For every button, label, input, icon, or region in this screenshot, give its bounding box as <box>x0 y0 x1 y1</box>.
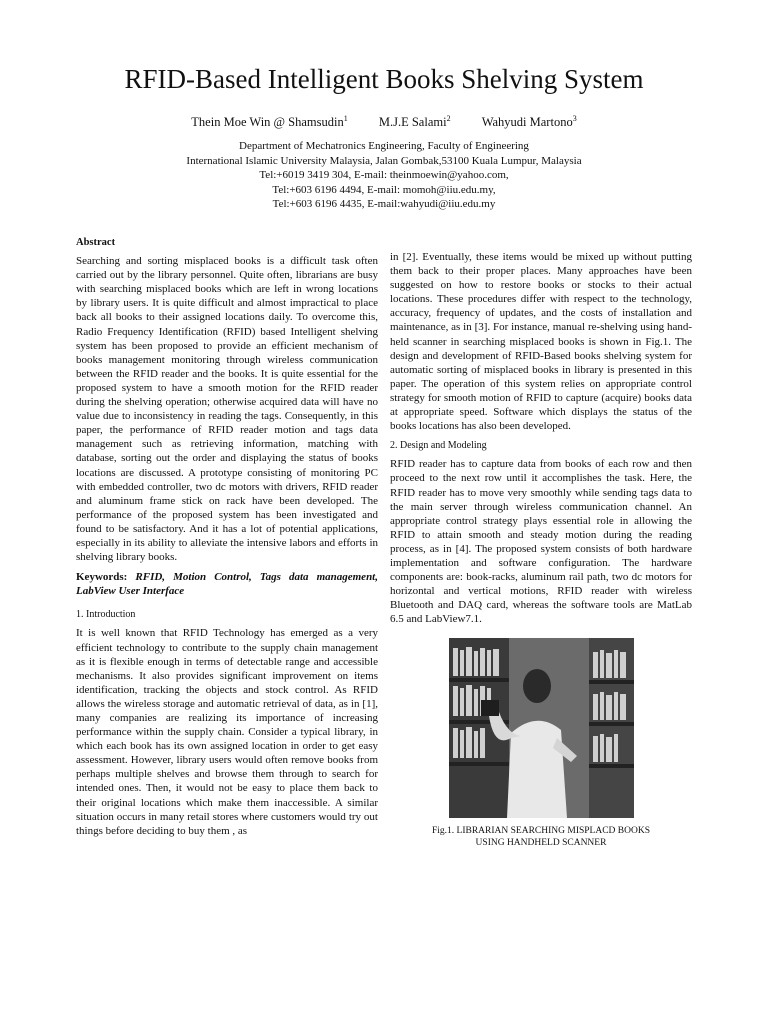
abstract-heading: Abstract <box>76 237 116 248</box>
author <box>379 115 451 129</box>
affiliation-line: Tel:+603 6196 4435, E-mail:wahyudi@iiu.edu.my <box>272 198 496 210</box>
author-sup: 2 <box>446 114 451 123</box>
right-column <box>390 250 692 626</box>
keywords <box>76 570 378 598</box>
design-text: RFID reader has to capture data from books of each row and then proceed to the next row until it accomplishes the task. Here, the RFID reader has to move very smoothly while sending tags data to the main server through wireless communication channel. An appropriate control strategy plays essential role in allowing the RFID to attain smooth and steady motion during the reading process, as in [4]. The proposed system consists of both hardware implementation and software configuration. The hardware components are: book-racks, aluminum rail path, two dc motors for horizontal and vertical motions, RFID reader with wireless Bluetooth and DAQ card, whereas the software tools are MatLab 6.5 and LabView7.1. <box>390 458 692 626</box>
intro-continued-text: in [2]. Eventually, these items would be mixed up without putting them back to their proper places. Many approaches have been suggested on how to restore books or stocks to their actual locations. These procedures differ with respect to the technology, accuracy, frequency of updates, and the costs of installation and maintenance, as in [3]. For instance, manual re-shelving using hand-held scanner in searching misplaced books is shown in Fig.1. The design and development of RFID-Based books shelving system for automatic sorting of misplaced books in library is presented in this paper. The operation of this system relies on appropriate control strategy for smooth motion of RFID to capture (acquire) books data at appropriate speed. Software which displays the status of the books locations has also been developed. <box>390 251 692 433</box>
author-sup: 3 <box>572 114 577 123</box>
affiliation-line: International Islamic University Malaysia, Jalan Gombak,53100 Kuala Lumpur, Malaysia <box>186 154 582 167</box>
author-sup: 1 <box>343 114 348 123</box>
affiliation-block <box>0 139 768 212</box>
author-name: Wahyudi Martono <box>481 115 573 130</box>
figure-caption <box>400 825 682 849</box>
figure-caption-line: USING HANDHELD SCANNER <box>475 838 607 848</box>
left-column <box>76 236 378 838</box>
paper-title: RFID-Based Intelligent Books Shelving System <box>124 64 644 94</box>
author <box>482 115 577 129</box>
abstract-text: Searching and sorting misplaced books is a difficult task often carried out by the library personnel. Quite often, librarians are busy with searching misplaced books which are left in wrong locations by library users. It is quite difficult and almost impractical to place back all books to their assigned locations daily. To overcome this, Radio Frequency Identification (RFID) based Intelligent shelving system has been proposed to provide an efficient mechanism of books management monitoring through wireless communication between the RFID reader and the books. It is quite essential for the proposed system to have a smooth motion for the RFID reader during the shelving operation; otherwise acquired data will have no value due to inconsistency in reading the tags. Consequently, in this paper, the performance of RFID reader motion and tags data management such as retrieving information, matching with database, sorting out the order and displaying the status of books locations are discussed. A prototype consisting of monitoring PC with embedded controller, two dc motors with drivers, RFID reader and aluminum frame stick on rack have been developed. The performance of the proposed system has been investigated and found to be satisfactory. And it has a lot of potential applications, especially in its ability to alleviate the intensive labors and efforts in shelving library books. <box>76 255 378 564</box>
author-name: M.J.E Salami <box>378 115 447 130</box>
author-name: Thein Moe Win @ Shamsudin <box>191 115 344 130</box>
author-list <box>0 110 768 131</box>
librarian-photo-illustration <box>449 638 634 818</box>
figure-photo <box>449 638 634 818</box>
figure-caption-line: Fig.1. LIBRARIAN SEARCHING MISPLACD BOOKS <box>432 826 650 836</box>
intro-heading: 1. Introduction <box>76 609 136 621</box>
affiliation-line: Department of Mechatronics Engineering, Faculty of Engineering <box>239 140 529 152</box>
affiliation-line: Tel:+603 6196 4494, E-mail: momoh@iiu.edu.my, <box>272 183 496 196</box>
intro-text: It is well known that RFID Technology has emerged as a very efficient technology to contribute to the supply chain management as it is flexible enough in terms of detectable range and accessible mechanisms. It also provides significant improvement on items identification, tracking the objects and stock control. As RFID allows the wireless storage and automatic retrieval of data, as in [1], many companies are realizing its importance of increasing performance within the supply chain. Consider a typical library, in which each book has its own assigned location in order to get easy assessment. However, library users would often remove books from perhaps multiple shelves and browse them through to search for intended ones. Then, it would not be easy to place them back to their original locations which make them inaccessible. A similar situation occurs in many retail stores where customers would try out things before deciding to buy them , as <box>76 627 378 837</box>
affiliation-line: Tel:+6019 3419 304, E-mail: theinmoewin@yahoo.com, <box>259 169 509 181</box>
design-heading: 2. Design and Modeling <box>390 440 487 452</box>
author <box>191 115 347 129</box>
keywords-label: Keywords: <box>76 571 128 584</box>
keywords-text: RFID, Motion Control, Tags data management, LabView User Interface <box>76 571 378 598</box>
